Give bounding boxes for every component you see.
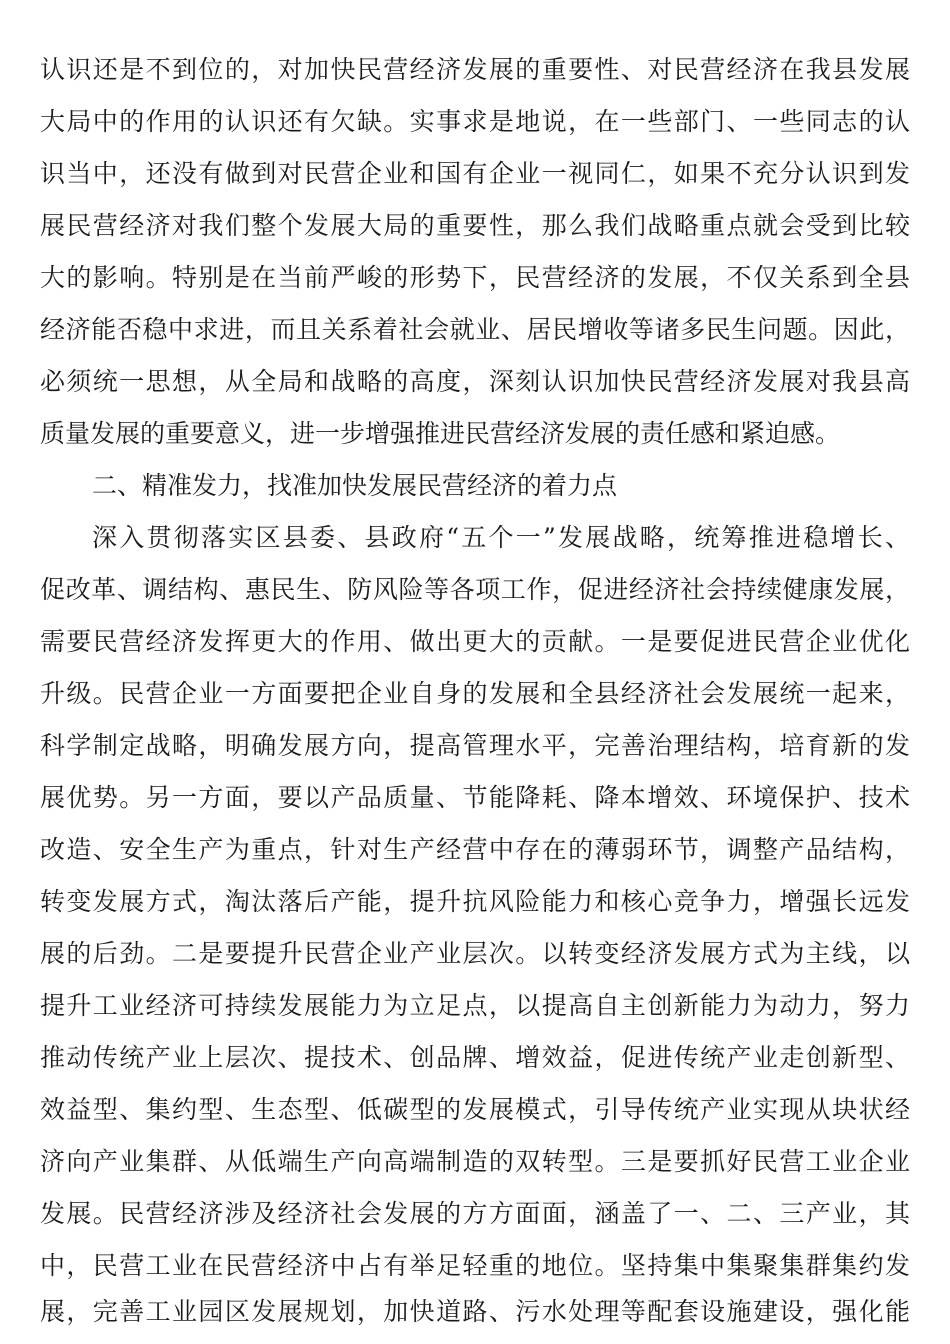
text-line: 展，完善工业园区发展规划，加快道路、污水处理等配套设施建设，强化能 <box>40 1297 910 1326</box>
text-line: 发展。民营经济涉及经济社会发展的方方面面，涵盖了一、二、三产业，其 <box>40 1199 910 1228</box>
text-line: 推动传统产业上层次、提技术、创品牌、增效益，促进传统产业走创新型、 <box>40 1043 910 1072</box>
text-line: 促改革、调结构、惠民生、防风险等各项工作，促进经济社会持续健康发展， <box>40 575 910 604</box>
text-line: 必须统一思想，从全局和战略的高度，深刻认识加快民营经济发展对我县高 <box>40 367 910 396</box>
text-line: 济向产业集群、从低端生产向高端制造的双转型。三是要抓好民营工业企业 <box>40 1147 910 1176</box>
text-line: 深入贯彻落实区县委、县政府“五个一”发展战略，统筹推进稳增长、 <box>92 523 910 552</box>
text-line: 改造、安全生产为重点，针对生产经营中存在的薄弱环节，调整产品结构， <box>40 835 910 864</box>
text-line: 展优势。另一方面，要以产品质量、节能降耗、降本增效、环境保护、技术 <box>40 783 910 812</box>
text-line: 大的影响。特别是在当前严峻的形势下，民营经济的发展，不仅关系到全县 <box>40 263 910 292</box>
section-heading: 二、精准发力，找准加快发展民营经济的着力点 <box>92 471 618 500</box>
text-line: 展民营经济对我们整个发展大局的重要性，那么我们战略重点就会受到比较 <box>40 211 910 240</box>
text-line: 认识还是不到位的，对加快民营经济发展的重要性、对民营经济在我县发展 <box>40 55 910 84</box>
text-line: 需要民营经济发挥更大的作用、做出更大的贡献。一是要促进民营企业优化 <box>40 627 910 656</box>
text-line: 质量发展的重要意义，进一步增强推进民营经济发展的责任感和紧迫感。 <box>40 419 841 448</box>
text-line: 中，民营工业在民营经济中占有举足轻重的地位。坚持集中集聚集群集约发 <box>40 1251 910 1280</box>
text-line: 效益型、集约型、生态型、低碳型的发展模式，引导传统产业实现从块状经 <box>40 1095 910 1124</box>
text-line: 展的后劲。二是要提升民营企业产业层次。以转变经济发展方式为主线，以 <box>40 939 910 968</box>
text-line: 科学制定战略，明确发展方向，提高管理水平，完善治理结构，培育新的发 <box>40 731 910 760</box>
text-line: 大局中的作用的认识还有欠缺。实事求是地说，在一些部门、一些同志的认 <box>40 107 910 136</box>
text-line: 转变发展方式，淘汰落后产能，提升抗风险能力和核心竞争力，增强长远发 <box>40 887 910 916</box>
text-line: 识当中，还没有做到对民营企业和国有企业一视同仁，如果不充分认识到发 <box>40 159 910 188</box>
text-line: 提升工业经济可持续发展能力为立足点，以提高自主创新能力为动力，努力 <box>40 991 910 1020</box>
text-line: 升级。民营企业一方面要把企业自身的发展和全县经济社会发展统一起来， <box>40 679 910 708</box>
text-line: 经济能否稳中求进，而且关系着社会就业、居民增收等诸多民生问题。因此， <box>40 315 910 344</box>
